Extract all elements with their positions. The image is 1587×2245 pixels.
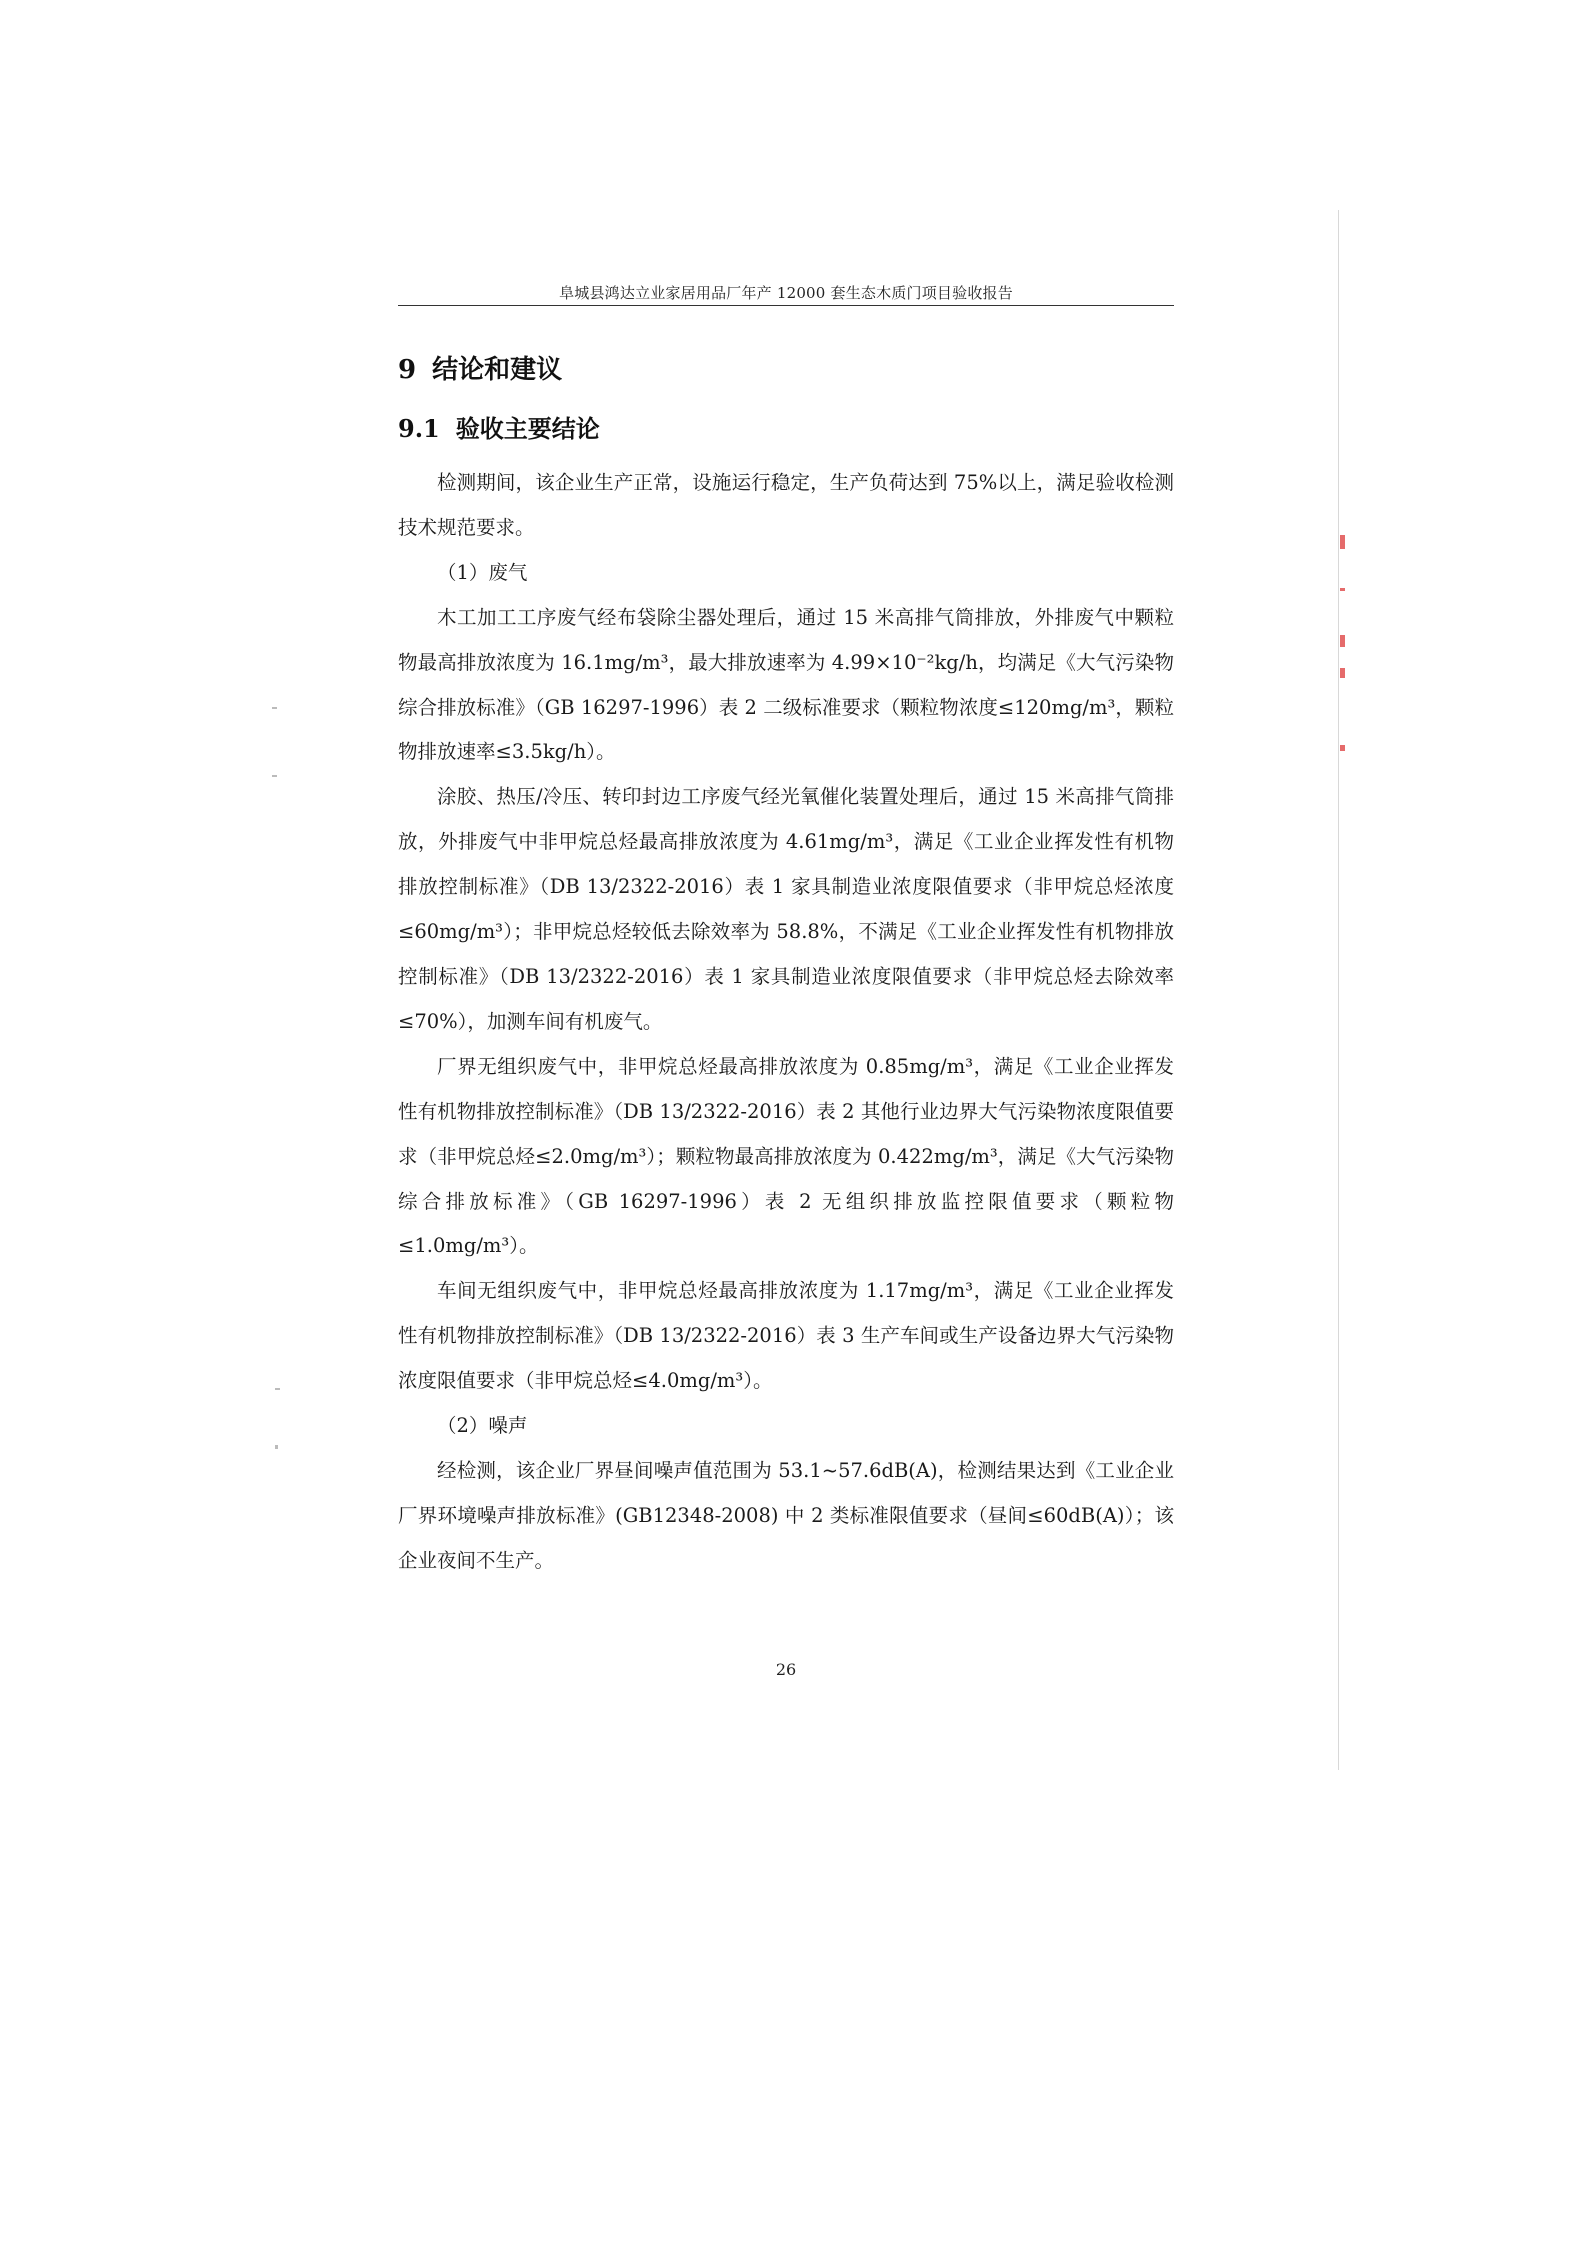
scan-speck bbox=[275, 1388, 280, 1390]
boundary-paragraph: 厂界无组织废气中，非甲烷总烃最高排放浓度为 0.85mg/m³，满足《工业企业挥发性有机物排放控制标准》（DB 13/2322-2016）表 2 其他行业边界大气污染物浓度限值要求（非甲烷总烃≤2.0mg/m³）；颗粒物最高排放浓度为 0.422mg/m³，满足《大气污染物综合排放标准》（GB 16297-1996）表 2 无组织排放监控限值要求（颗粒物≤1.0mg/m³）。 bbox=[398, 1054, 1174, 1258]
page-header: 阜城县鸿达立业家居用品厂年产 12000 套生态木质门项目验收报告 bbox=[559, 284, 1013, 302]
scan-edge-mark bbox=[1340, 668, 1345, 678]
scan-speck bbox=[272, 707, 277, 709]
waste-gas-heading: （1）废气 bbox=[437, 560, 528, 584]
section-number: 9 bbox=[398, 355, 417, 385]
scan-speck bbox=[275, 1445, 278, 1449]
page-number: 26 bbox=[775, 1660, 797, 1679]
noise-paragraph: 经检测，该企业厂界昼间噪声值范围为 53.1~57.6dB(A)，检测结果达到《工业企业厂界环境噪声排放标准》(GB12348-2008) 中 2 类标准限值要求（昼间≤60dB(A)）；该企业夜间不生产。 bbox=[398, 1458, 1174, 1572]
scan-speck bbox=[272, 775, 277, 777]
subsection-title: 验收主要结论 bbox=[455, 414, 600, 443]
section-title: 结论和建议 bbox=[432, 355, 563, 385]
gluing-paragraph: 涂胶、热压/冷压、转印封边工序废气经光氧催化装置处理后，通过 15 米高排气筒排放，外排废气中非甲烷总烃最高排放浓度为 4.61mg/m³，满足《工业企业挥发性有机物排放控制标准》（DB 13/2322-2016）表 1 家具制造业浓度限值要求（非甲烷总烃浓度≤60mg/m³）；非甲烷总烃较低去除效率为 58.8%，不满足《工业企业挥发性有机物排放控制标准》（DB 13/2322-2016）表 1 家具制造业浓度限值要求（非甲烷总烃去除效率≤70%），加测车间有机废气。 bbox=[398, 785, 1174, 1033]
scan-edge-line bbox=[1338, 210, 1339, 1770]
scan-edge-mark bbox=[1340, 745, 1345, 751]
intro-paragraph: 检测期间，该企业生产正常，设施运行稳定，生产负荷达到 75%以上，满足验收检测技术规范要求。 bbox=[398, 471, 1174, 539]
subsection-heading bbox=[398, 412, 600, 446]
scan-edge-mark bbox=[1340, 635, 1345, 647]
woodwork-paragraph: 木工加工工序废气经布袋除尘器处理后，通过 15 米高排气筒排放，外排废气中颗粒物最高排放浓度为 16.1mg/m³，最大排放速率为 4.99×10⁻²kg/h，均满足《大气污染物综合排放标准》（GB 16297-1996）表 2 二级标准要求（颗粒物浓度≤120mg/m³，颗粒物排放速率≤3.5kg/h）。 bbox=[398, 605, 1174, 764]
scan-edge-mark bbox=[1340, 588, 1345, 591]
section-heading bbox=[398, 352, 562, 388]
subsection-number: 9.1 bbox=[398, 414, 440, 443]
header-rule bbox=[398, 305, 1174, 306]
workshop-paragraph: 车间无组织废气中，非甲烷总烃最高排放浓度为 1.17mg/m³，满足《工业企业挥发性有机物排放控制标准》（DB 13/2322-2016）表 3 生产车间或生产设备边界大气污染物浓度限值要求（非甲烷总烃≤4.0mg/m³）。 bbox=[398, 1279, 1174, 1393]
noise-heading: （2）噪声 bbox=[437, 1414, 528, 1438]
scan-edge-mark bbox=[1340, 535, 1345, 549]
body-text bbox=[398, 461, 1174, 1584]
